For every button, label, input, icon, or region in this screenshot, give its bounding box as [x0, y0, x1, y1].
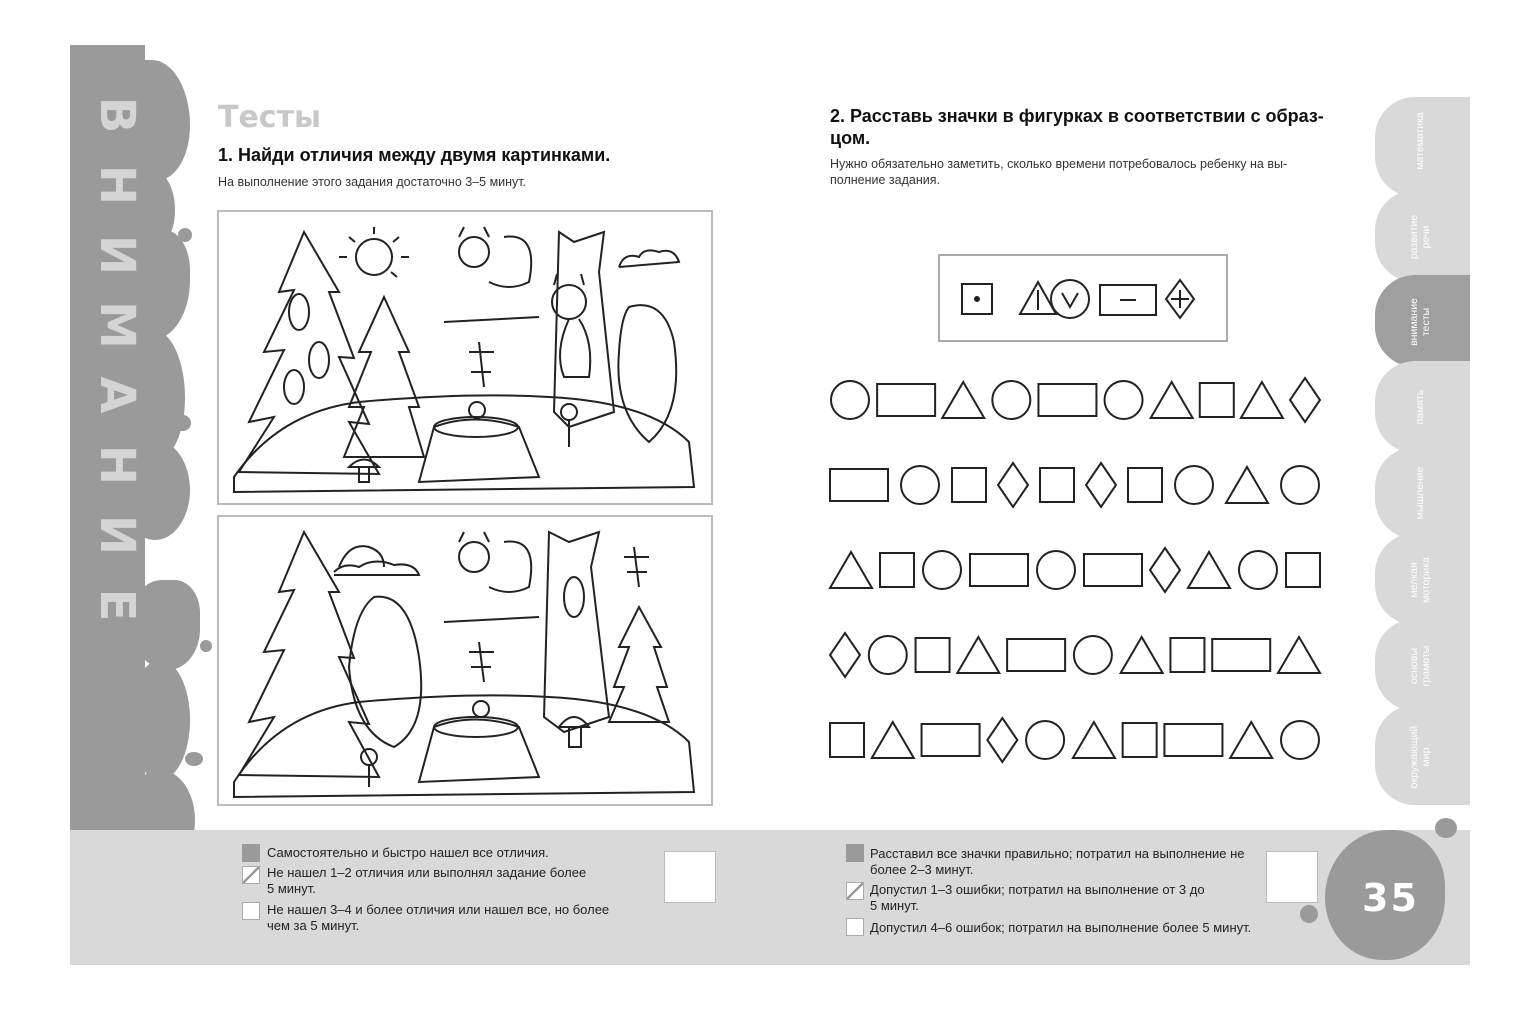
legend-text: Допустил 1–3 ошибки; потратил на выполнение от 3 до	[870, 882, 1205, 897]
legend-solid-swatch	[242, 844, 260, 862]
legend-text: Самостоятельно и быстро нашел все отличия.	[267, 845, 549, 860]
square-shape	[916, 638, 950, 672]
triangle-shape	[1230, 722, 1272, 758]
tab-mathematics[interactable]	[1375, 97, 1470, 197]
triangle-shape	[1226, 467, 1268, 503]
circle-shape	[1281, 721, 1319, 759]
rectangle-shape	[970, 554, 1028, 586]
circle-shape	[1074, 636, 1112, 674]
task2-note-line: полнение задания.	[830, 173, 940, 187]
section-letter: А	[89, 376, 145, 414]
task2-title-line: цом.	[830, 128, 871, 148]
shape-grid	[825, 370, 1325, 770]
square-shape	[830, 723, 864, 757]
ink-blob	[175, 415, 191, 431]
legend-item	[267, 845, 549, 861]
legend-text: Не нашел 1–2 отличия или выполнял задание более	[267, 865, 587, 880]
forest-picture-top	[217, 210, 713, 505]
triangle-shape	[957, 637, 999, 673]
legend-empty-swatch	[846, 918, 864, 936]
triangle-shape	[1151, 382, 1193, 418]
legend-text: Не нашел 3–4 и более отличия или нашел все, но более	[267, 902, 610, 917]
triangle-shape	[1278, 637, 1320, 673]
section-letter: Н	[89, 444, 145, 486]
legend-text: 5 минут.	[267, 881, 316, 896]
circle-shape	[831, 381, 869, 419]
section-letter: В	[89, 96, 145, 134]
square-shape	[1040, 468, 1074, 502]
tab-label: мышление	[1414, 466, 1426, 520]
square-shape	[880, 553, 914, 587]
square-shape	[952, 468, 986, 502]
rectangle-shape	[922, 724, 980, 756]
side-tabs	[1375, 97, 1470, 805]
tab-label: математика	[1414, 112, 1426, 170]
diamond-shape	[1290, 378, 1320, 422]
task2-title	[830, 105, 1324, 149]
tab-literacy[interactable]	[1375, 619, 1470, 711]
legend-text: Допустил 4–6 ошибок; потратил на выполнение более 5 минут.	[870, 920, 1252, 935]
legend-hatched-swatch	[242, 866, 260, 884]
ink-blob	[130, 660, 190, 780]
task1-title: 1. Найди отличия между двумя картинками.	[218, 145, 611, 165]
rectangle-shape	[1007, 639, 1065, 671]
task2-note-line: Нужно обязательно заметить, сколько времени потребовалось ребенку на вы-	[830, 157, 1288, 171]
tab-label: окружающий мир	[1408, 725, 1432, 789]
section-letter: И	[89, 514, 145, 556]
legend-hatched-swatch	[846, 882, 864, 900]
rectangle-shape	[877, 384, 935, 416]
ink-blob	[1435, 818, 1457, 838]
circle-shape	[1281, 466, 1319, 504]
square-shape	[1123, 723, 1157, 757]
rectangle-shape	[1212, 639, 1270, 671]
diamond-shape	[830, 633, 860, 677]
tab-label: развитие речи	[1408, 214, 1432, 260]
rectangle-shape	[1164, 724, 1222, 756]
section-vertical-title	[89, 80, 162, 640]
square-shape	[1170, 638, 1204, 672]
circle-shape	[1026, 721, 1064, 759]
section-letter: Е	[89, 588, 145, 622]
legend-item	[267, 865, 586, 897]
legend-item	[870, 882, 1205, 914]
ink-blob	[178, 228, 192, 242]
tab-label: основы грамоты	[1408, 645, 1432, 687]
task1-note: На выполнение этого задания достаточно 3–5 минут.	[218, 175, 527, 189]
rectangle-shape	[830, 469, 888, 501]
triangle-shape	[1241, 382, 1283, 418]
circle-shape	[1239, 551, 1277, 589]
circle-shape	[901, 466, 939, 504]
legend-text: 5 минут.	[870, 898, 919, 913]
square-shape	[1200, 383, 1234, 417]
legend-item	[870, 846, 1245, 878]
legend-text: более 2–3 минут.	[870, 862, 974, 877]
legend-text: Расставил все значки правильно; потратил на выполнение не	[870, 846, 1245, 861]
tab-label: память	[1414, 389, 1426, 425]
tab-memory[interactable]	[1375, 361, 1470, 453]
tab-speech[interactable]	[1375, 190, 1470, 282]
ink-blob	[200, 640, 212, 652]
circle-shape	[869, 636, 907, 674]
task2-score-box[interactable]	[1266, 851, 1318, 903]
legend-solid-swatch	[846, 844, 864, 862]
legend-text: чем за 5 минут.	[267, 918, 360, 933]
triangle-shape	[1073, 722, 1115, 758]
triangle-shape	[1121, 637, 1163, 673]
square-shape	[1286, 553, 1320, 587]
tab-attention[interactable]	[1375, 275, 1470, 367]
section-letter: М	[89, 301, 145, 349]
circle-shape	[992, 381, 1030, 419]
rectangle-shape	[1038, 384, 1096, 416]
forest-picture-bottom	[217, 515, 713, 806]
square-shape	[1128, 468, 1162, 502]
rectangle-shape	[1084, 554, 1142, 586]
tab-label: внимание тесты	[1408, 298, 1432, 346]
circle-shape	[1105, 381, 1143, 419]
task2-title-line: 2. Расставь значки в фигурках в соответствии с образ-	[830, 106, 1324, 126]
ink-blob	[1300, 905, 1318, 923]
tab-label: мелкая моторика	[1408, 557, 1432, 603]
task1-score-box[interactable]	[664, 851, 716, 903]
page-number: 35	[1362, 876, 1419, 920]
sample-shapes-box	[938, 254, 1228, 342]
section-letter: Н	[89, 164, 145, 206]
triangle-shape	[872, 722, 914, 758]
tab-world[interactable]	[1375, 705, 1470, 805]
task2-note	[830, 156, 1287, 188]
diamond-shape	[1086, 463, 1116, 507]
ink-blob	[185, 752, 203, 766]
triangle-shape	[830, 552, 872, 588]
diamond-shape	[1150, 548, 1180, 592]
tab-thinking[interactable]	[1375, 447, 1470, 539]
triangle-shape	[1188, 552, 1230, 588]
legend-item	[267, 902, 609, 934]
legend-item	[870, 920, 1251, 936]
circle-shape	[1037, 551, 1075, 589]
triangle-shape	[942, 382, 984, 418]
diamond-shape	[987, 718, 1017, 762]
circle-shape	[1175, 466, 1213, 504]
legend-empty-swatch	[242, 902, 260, 920]
page-heading: Тесты	[218, 100, 322, 135]
tab-motor-skills[interactable]	[1375, 533, 1470, 625]
diamond-shape	[998, 463, 1028, 507]
circle-shape	[923, 551, 961, 589]
section-letter: И	[89, 234, 145, 276]
